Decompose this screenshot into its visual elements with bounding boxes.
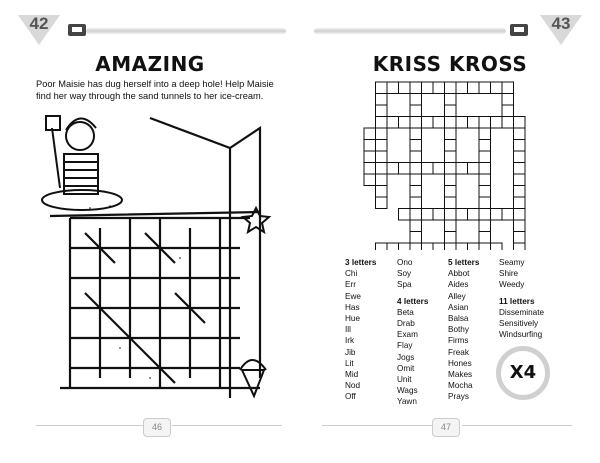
word-item: Hue bbox=[345, 314, 361, 324]
grid-cell bbox=[514, 209, 526, 221]
grid-cell bbox=[502, 94, 514, 106]
word-item: Nod bbox=[345, 381, 361, 391]
corner-page-number: 42 bbox=[29, 14, 49, 33]
word-column bbox=[448, 257, 479, 403]
grid-cell bbox=[445, 151, 457, 163]
shovel bbox=[46, 116, 60, 188]
grid-cell bbox=[479, 243, 491, 250]
grid-cell bbox=[422, 117, 434, 129]
grid-cell bbox=[364, 140, 376, 152]
grid-cell bbox=[479, 117, 491, 129]
usb-plug-icon bbox=[510, 24, 528, 36]
word-group-heading: 11 letters bbox=[499, 296, 535, 306]
grid-cell bbox=[410, 140, 422, 152]
kriss-kross-grid bbox=[360, 80, 540, 250]
grid-cell bbox=[514, 243, 526, 250]
word-item: Disseminate bbox=[499, 307, 545, 317]
grid-cell bbox=[445, 140, 457, 152]
word-item: Jogs bbox=[397, 352, 415, 362]
word-item: Shire bbox=[499, 269, 519, 279]
word-item: Asian bbox=[448, 302, 469, 312]
word-group-heading: 4 letters bbox=[397, 296, 429, 306]
word-item: Mocha bbox=[448, 381, 473, 391]
puzzle-title: KRISS KROSS bbox=[372, 52, 528, 76]
grid-cell bbox=[376, 82, 388, 94]
maze-walls bbox=[50, 118, 260, 398]
grid-cell bbox=[514, 140, 526, 152]
right-page bbox=[300, 0, 600, 463]
grid-cell bbox=[456, 117, 468, 129]
grid-cell bbox=[410, 151, 422, 163]
grid-cell bbox=[468, 243, 480, 250]
grid-cell bbox=[422, 243, 434, 250]
grid-cell bbox=[410, 209, 422, 221]
word-column bbox=[397, 257, 428, 408]
girl-stripes bbox=[64, 162, 98, 186]
puzzle-title: AMAZING bbox=[95, 52, 205, 76]
word-item: Alley bbox=[448, 291, 466, 301]
grid-cell bbox=[445, 174, 457, 186]
grid-cell bbox=[387, 117, 399, 129]
grid-cell bbox=[445, 243, 457, 250]
word-item: Bothy bbox=[448, 325, 469, 335]
word-item: Off bbox=[345, 392, 356, 402]
grid-cell bbox=[422, 82, 434, 94]
word-item: Soy bbox=[397, 269, 412, 279]
grid-cell bbox=[514, 197, 526, 209]
grid-cell bbox=[364, 174, 376, 186]
grid-cell bbox=[364, 128, 376, 140]
grid-cell bbox=[387, 163, 399, 175]
footer-rule bbox=[322, 425, 432, 426]
grid-cell bbox=[479, 186, 491, 198]
grid-cell bbox=[410, 243, 422, 250]
grid-cell bbox=[445, 186, 457, 198]
grid-cell bbox=[410, 82, 422, 94]
word-item: Seamy bbox=[499, 258, 525, 267]
grid-cell bbox=[479, 82, 491, 94]
footer-rule bbox=[36, 425, 146, 426]
grid-cell bbox=[433, 117, 445, 129]
word-item: Windsurfing bbox=[499, 330, 543, 340]
grid-cell bbox=[410, 232, 422, 244]
grid-cell bbox=[479, 220, 491, 232]
grid-cell bbox=[445, 117, 457, 129]
grid-cell bbox=[410, 94, 422, 106]
multiplier-badge: X4 bbox=[496, 346, 550, 400]
grid-cell bbox=[479, 232, 491, 244]
grid-cell bbox=[433, 163, 445, 175]
grid-cell bbox=[399, 209, 411, 221]
word-item: Aides bbox=[448, 280, 469, 290]
grid-cell bbox=[445, 209, 457, 221]
girl-head bbox=[66, 122, 94, 150]
page-number: 46 bbox=[143, 418, 171, 437]
grid-cell bbox=[514, 163, 526, 175]
grid-cell bbox=[376, 174, 388, 186]
grid-cell bbox=[433, 82, 445, 94]
word-item: Makes bbox=[448, 370, 473, 380]
grid-cell bbox=[376, 197, 388, 209]
grid-cell bbox=[514, 174, 526, 186]
grid-cell bbox=[399, 82, 411, 94]
grid-cell bbox=[468, 209, 480, 221]
grid-cell bbox=[410, 163, 422, 175]
girl-body bbox=[64, 154, 98, 194]
word-item: Mid bbox=[345, 370, 359, 380]
grid-cell bbox=[445, 232, 457, 244]
word-item: Prays bbox=[448, 392, 469, 402]
word-item: Irk bbox=[345, 336, 355, 346]
word-item: Spa bbox=[397, 280, 412, 290]
word-group-heading: 3 letters bbox=[345, 258, 377, 267]
grid-cell bbox=[410, 186, 422, 198]
word-item: Hones bbox=[448, 358, 472, 368]
grid-cell bbox=[491, 117, 503, 129]
grid-cell bbox=[514, 117, 526, 129]
word-column bbox=[345, 257, 376, 403]
word-item: Ill bbox=[345, 325, 351, 335]
grid-cell bbox=[387, 243, 399, 250]
grid-cell bbox=[479, 163, 491, 175]
grid-cell bbox=[376, 117, 388, 129]
grid-cell bbox=[502, 82, 514, 94]
grid-cell bbox=[376, 186, 388, 198]
puzzle-intro: Poor Maisie has dug herself into a deep hole! Help Maisie find her way through the sand tunnels to her ice-cream. bbox=[36, 79, 274, 101]
grid-cell bbox=[491, 209, 503, 221]
footer-rule bbox=[462, 425, 572, 426]
word-item: Drab bbox=[397, 319, 415, 329]
word-item: Beta bbox=[397, 307, 414, 317]
grid-cell bbox=[433, 243, 445, 250]
grid-cell bbox=[399, 117, 411, 129]
grid-cell bbox=[422, 209, 434, 221]
grid-cell bbox=[514, 128, 526, 140]
grid-cell bbox=[468, 82, 480, 94]
footer-rule bbox=[172, 425, 282, 426]
grid-cell bbox=[479, 140, 491, 152]
grid-cell bbox=[433, 209, 445, 221]
grid-cell bbox=[479, 174, 491, 186]
grid-cell bbox=[422, 163, 434, 175]
grid-cell bbox=[387, 82, 399, 94]
grid-cell bbox=[364, 151, 376, 163]
grid-cell bbox=[502, 209, 514, 221]
grid-cell bbox=[410, 174, 422, 186]
grid-cell bbox=[479, 209, 491, 221]
header-strip bbox=[86, 28, 286, 34]
grid-cell bbox=[376, 243, 388, 250]
word-item: Jib bbox=[345, 347, 356, 357]
grid-cell bbox=[399, 243, 411, 250]
grid-cell bbox=[456, 163, 468, 175]
word-item: Wags bbox=[397, 386, 418, 396]
ice-cream bbox=[240, 360, 266, 396]
grid-cell bbox=[364, 163, 376, 175]
grid-cell bbox=[376, 105, 388, 117]
page-number: 47 bbox=[432, 418, 460, 437]
grid-cell bbox=[514, 151, 526, 163]
word-item: Sensitively bbox=[499, 319, 539, 329]
grid-cell bbox=[376, 128, 388, 140]
word-item: Omit bbox=[397, 363, 415, 373]
header-strip bbox=[314, 28, 506, 34]
grid-cell bbox=[376, 163, 388, 175]
grid-cell bbox=[376, 94, 388, 106]
grid-cell bbox=[514, 220, 526, 232]
grid-cell bbox=[456, 243, 468, 250]
grid-cell bbox=[514, 232, 526, 244]
grid-cell bbox=[445, 163, 457, 175]
word-item: Chi bbox=[345, 269, 358, 279]
grid-cell bbox=[445, 220, 457, 232]
word-item: Exam bbox=[397, 330, 418, 340]
grid-cell bbox=[445, 105, 457, 117]
maze-illustration bbox=[30, 108, 280, 408]
word-item: Err bbox=[345, 280, 356, 290]
grid-cell bbox=[445, 94, 457, 106]
usb-plug-icon bbox=[68, 24, 86, 36]
grid-cell bbox=[445, 197, 457, 209]
grid-cell bbox=[456, 209, 468, 221]
grid-cell bbox=[479, 151, 491, 163]
grid-cell bbox=[502, 105, 514, 117]
grid-cell bbox=[399, 163, 411, 175]
word-column bbox=[499, 257, 544, 340]
word-group-heading: 5 letters bbox=[448, 258, 480, 267]
word-item: Has bbox=[345, 302, 360, 312]
word-item: Lit bbox=[345, 358, 354, 368]
word-item: Yawn bbox=[397, 397, 417, 407]
grid-cell bbox=[502, 117, 514, 129]
grid-cell bbox=[491, 243, 503, 250]
grid-cell bbox=[376, 140, 388, 152]
word-item: Flay bbox=[397, 341, 413, 351]
grid-cell bbox=[410, 105, 422, 117]
grid-cell bbox=[491, 82, 503, 94]
word-item: Freak bbox=[448, 347, 469, 357]
grid-cell bbox=[410, 117, 422, 129]
grid-cell bbox=[410, 128, 422, 140]
grid-cell bbox=[479, 128, 491, 140]
grid-cell bbox=[514, 186, 526, 198]
grid-cell bbox=[410, 197, 422, 209]
grid-cell bbox=[445, 128, 457, 140]
grid-cell bbox=[479, 197, 491, 209]
word-item: Ewe bbox=[345, 291, 361, 301]
corner-page-number: 43 bbox=[551, 14, 571, 33]
word-item: Abbot bbox=[448, 269, 470, 279]
grid-cell bbox=[376, 151, 388, 163]
grid-cell bbox=[445, 82, 457, 94]
grid-cell bbox=[410, 220, 422, 232]
word-item: Unit bbox=[397, 375, 412, 385]
word-item: Weedy bbox=[499, 280, 525, 290]
grid-cell bbox=[468, 117, 480, 129]
word-item: Firms bbox=[448, 336, 469, 346]
word-item: Ono bbox=[397, 258, 413, 267]
word-item: Balsa bbox=[448, 314, 469, 324]
grid-cell bbox=[456, 82, 468, 94]
grid-cell bbox=[468, 163, 480, 175]
